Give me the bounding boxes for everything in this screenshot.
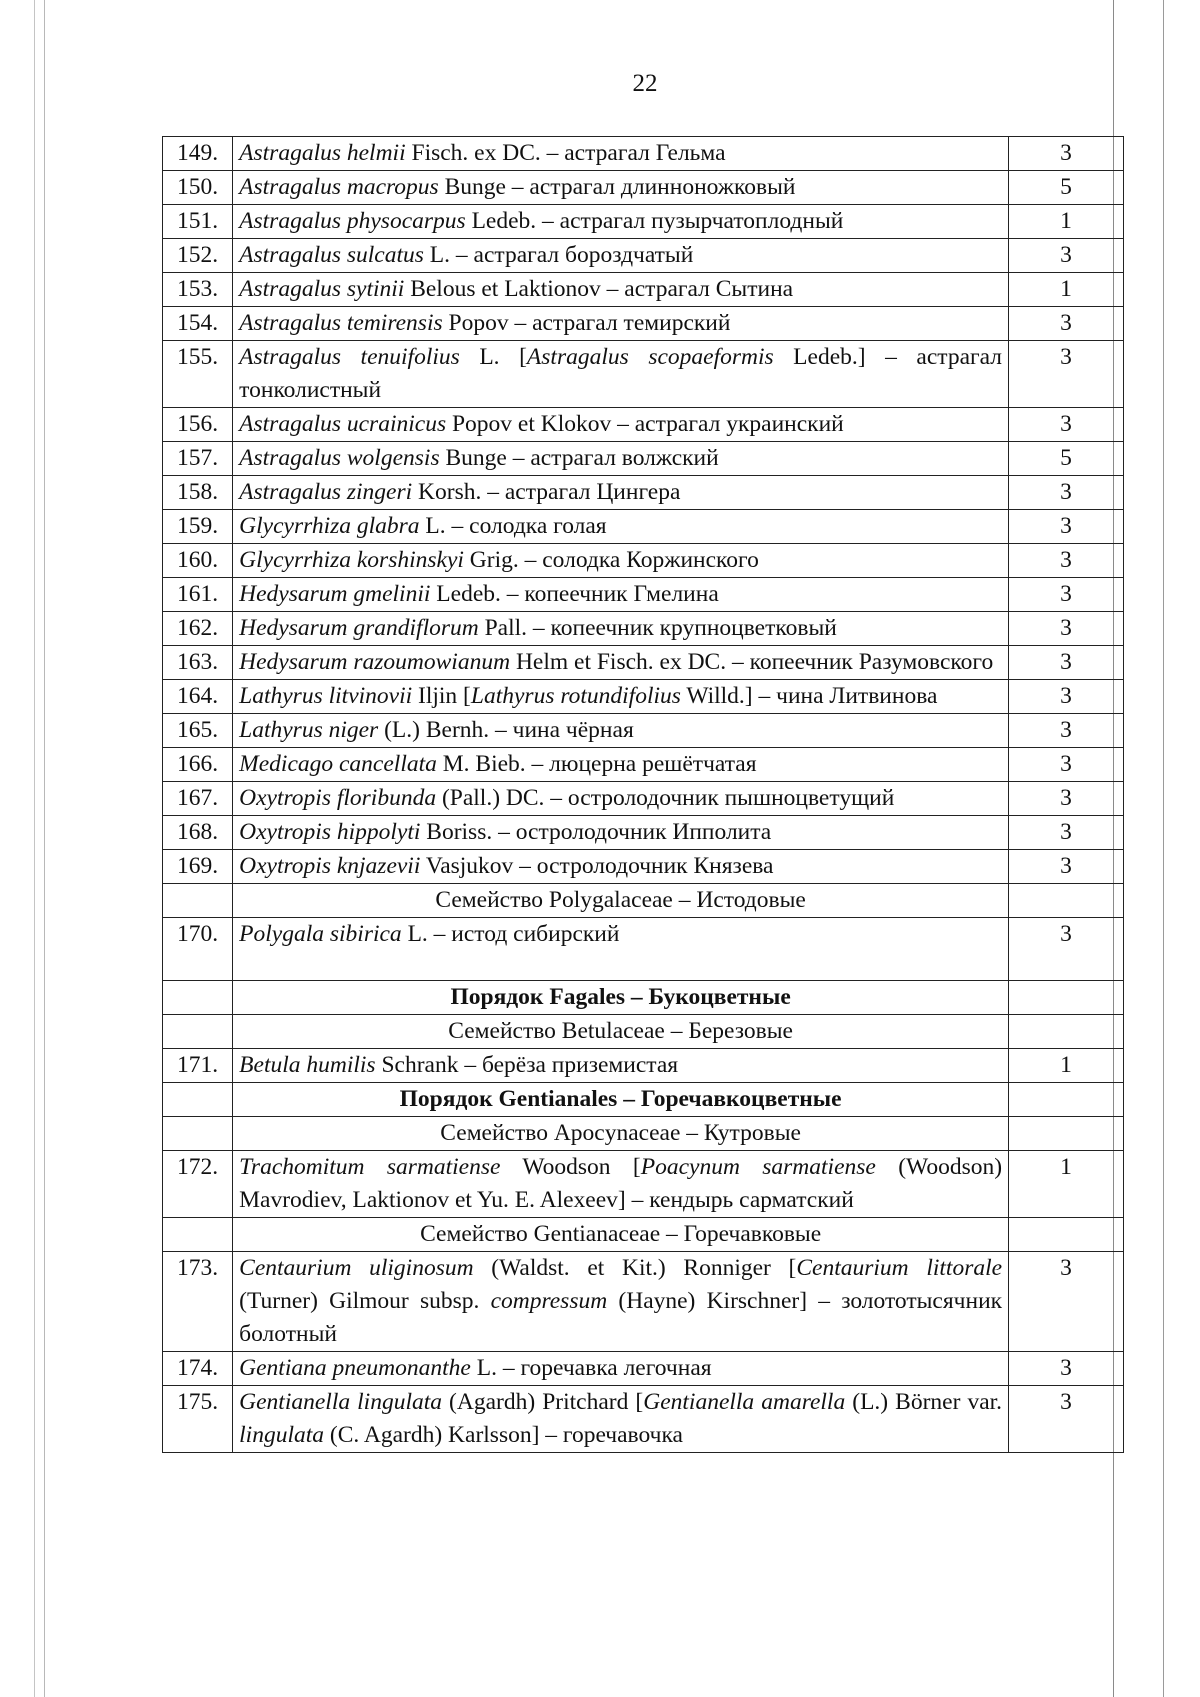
- species-row: [163, 307, 1124, 341]
- latin-name: lingulata: [239, 1422, 325, 1448]
- latin-name: Polygala sibirica: [239, 921, 402, 947]
- family-heading: Семейство Apocynaceae – Кутровые: [233, 1117, 1009, 1151]
- latin-name: Lathyrus niger: [239, 717, 379, 743]
- empty-number-cell: [163, 1015, 233, 1049]
- latin-name: Astragalus physocarpus: [239, 208, 466, 234]
- species-row: [163, 408, 1124, 442]
- species-number: 152.: [163, 239, 233, 273]
- latin-name: Astragalus sulcatus: [239, 242, 424, 268]
- species-number: 163.: [163, 646, 233, 680]
- rarity-category: 3: [1009, 476, 1124, 510]
- species-name: [233, 748, 1009, 782]
- empty-category-cell: [1009, 884, 1124, 918]
- name-text: L. – горечавка легочная: [470, 1355, 712, 1381]
- latin-name: compressum: [490, 1288, 608, 1314]
- latin-name: Astragalus scopaeformis: [526, 344, 774, 370]
- latin-name: Astragalus temirensis: [239, 310, 443, 336]
- name-text: Bunge – астрагал длинноножковый: [438, 174, 796, 200]
- species-number: 164.: [163, 680, 233, 714]
- latin-name: Astragalus macropus: [239, 174, 439, 200]
- species-number: 167.: [163, 782, 233, 816]
- species-table-body: [163, 137, 1124, 1453]
- family-row: [163, 884, 1124, 918]
- species-number: 174.: [163, 1352, 233, 1386]
- name-text: Fisch. ex DC. – астрагал Гельма: [405, 140, 726, 166]
- species-name: [233, 918, 1009, 981]
- rarity-category: 3: [1009, 612, 1124, 646]
- name-text: L. – истод сибирский: [401, 921, 620, 947]
- species-name: [233, 171, 1009, 205]
- name-text: Helm et Fisch. ex DC. – копеечник Разумовского: [510, 649, 994, 675]
- species-row: [163, 137, 1124, 171]
- species-number: 165.: [163, 714, 233, 748]
- empty-category-cell: [1009, 1083, 1124, 1117]
- species-row: [163, 1352, 1124, 1386]
- name-text: (Hayne) Kirschner] – золототысячник болотный: [239, 1288, 1003, 1347]
- rarity-category: 3: [1009, 341, 1124, 408]
- family-row: [163, 1015, 1124, 1049]
- species-row: [163, 714, 1124, 748]
- species-number: 150.: [163, 171, 233, 205]
- species-name: [233, 782, 1009, 816]
- species-name: [233, 1352, 1009, 1386]
- empty-number-cell: [163, 1083, 233, 1117]
- species-row: [163, 1386, 1124, 1453]
- species-row: [163, 544, 1124, 578]
- latin-name: Gentiana pneumonanthe: [239, 1355, 471, 1381]
- latin-name: Centaurium littorale: [796, 1255, 1003, 1281]
- name-text: Pall. – копеечник крупноцветковый: [478, 615, 837, 641]
- family-heading: Семейство Gentianaceae – Горечавковые: [233, 1218, 1009, 1252]
- species-name: [233, 850, 1009, 884]
- species-name: [233, 578, 1009, 612]
- species-row: [163, 476, 1124, 510]
- rarity-category: 3: [1009, 1352, 1124, 1386]
- empty-category-cell: [1009, 1015, 1124, 1049]
- species-row: [163, 510, 1124, 544]
- species-number: 157.: [163, 442, 233, 476]
- latin-name: Poacynum sarmatiense: [640, 1154, 876, 1180]
- species-row: [163, 205, 1124, 239]
- species-number: 161.: [163, 578, 233, 612]
- name-text: Boriss. – остролодочник Ипполита: [420, 819, 772, 845]
- name-text: Ledeb.] – астрагал тонколистный: [239, 344, 1003, 403]
- species-row: [163, 782, 1124, 816]
- name-text: (Turner) Gilmour subsp.: [239, 1288, 491, 1314]
- species-number: 166.: [163, 748, 233, 782]
- rarity-category: 3: [1009, 714, 1124, 748]
- name-text: (Pall.) DC. – остролодочник пышноцветущий: [436, 785, 895, 811]
- rarity-category: 3: [1009, 646, 1124, 680]
- species-row: [163, 918, 1124, 981]
- latin-name: Astragalus wolgensis: [239, 445, 440, 471]
- species-row: [163, 341, 1124, 408]
- latin-name: Medicago cancellata: [239, 751, 437, 777]
- species-number: 162.: [163, 612, 233, 646]
- species-row: [163, 748, 1124, 782]
- name-text: (L.) Bernh. – чина чёрная: [378, 717, 634, 743]
- latin-name: Hedysarum grandiflorum: [239, 615, 479, 641]
- species-name: [233, 646, 1009, 680]
- rarity-category: 3: [1009, 137, 1124, 171]
- name-text: (Waldst. et Kit.) Ronniger [: [473, 1255, 797, 1281]
- rarity-category: 3: [1009, 544, 1124, 578]
- latin-name: Astragalus helmii: [239, 140, 406, 166]
- rarity-category: 3: [1009, 578, 1124, 612]
- family-row: [163, 1218, 1124, 1252]
- name-text: (Agardh) Pritchard [: [442, 1389, 644, 1415]
- rarity-category: 3: [1009, 850, 1124, 884]
- species-name: [233, 544, 1009, 578]
- latin-name: Centaurium uliginosum: [239, 1255, 474, 1281]
- latin-name: Gentianella amarella: [643, 1389, 846, 1415]
- rarity-category: 1: [1009, 1151, 1124, 1218]
- rarity-category: 1: [1009, 273, 1124, 307]
- latin-name: Astragalus sytinii: [239, 276, 405, 302]
- species-row: [163, 171, 1124, 205]
- species-name: [233, 680, 1009, 714]
- species-row: [163, 273, 1124, 307]
- species-name: [233, 714, 1009, 748]
- rarity-category: 1: [1009, 1049, 1124, 1083]
- name-text: Ledeb. – копеечник Гмелина: [430, 581, 719, 607]
- latin-name: Astragalus zingeri: [239, 479, 413, 505]
- species-name: [233, 1386, 1009, 1453]
- species-row: [163, 1151, 1124, 1218]
- species-name: [233, 1252, 1009, 1352]
- species-name: [233, 307, 1009, 341]
- name-text: Belous et Laktionov – астрагал Сытина: [404, 276, 794, 302]
- species-number: 170.: [163, 918, 233, 981]
- name-text: Popov et Klokov – астрагал украинский: [446, 411, 844, 437]
- latin-name: Trachomitum sarmatiense: [239, 1154, 501, 1180]
- name-text: Ledeb. – астрагал пузырчатоплодный: [465, 208, 844, 234]
- latin-name: Gentianella lingulata: [239, 1389, 443, 1415]
- name-text: Grig. – солодка Коржинского: [463, 547, 759, 573]
- species-number: 158.: [163, 476, 233, 510]
- species-row: [163, 442, 1124, 476]
- rarity-category: 3: [1009, 816, 1124, 850]
- rarity-category: 3: [1009, 1252, 1124, 1352]
- species-number: 160.: [163, 544, 233, 578]
- scan-edge-line: [1163, 0, 1164, 1697]
- family-heading: Семейство Betulaceae – Березовые: [233, 1015, 1009, 1049]
- species-name: [233, 137, 1009, 171]
- name-text: Schrank – берёза приземистая: [375, 1052, 679, 1078]
- rarity-category: 3: [1009, 510, 1124, 544]
- name-text: Korsh. – астрагал Цингера: [412, 479, 681, 505]
- latin-name: Astragalus tenuifolius: [239, 344, 460, 370]
- name-text: Popov – астрагал темирский: [442, 310, 731, 336]
- order-row: [163, 1083, 1124, 1117]
- family-heading: Семейство Polygalaceae – Истодовые: [233, 884, 1009, 918]
- species-number: 149.: [163, 137, 233, 171]
- latin-name: Glycyrrhiza korshinskyi: [239, 547, 464, 573]
- species-name: [233, 1049, 1009, 1083]
- rarity-category: 3: [1009, 307, 1124, 341]
- species-number: 151.: [163, 205, 233, 239]
- species-number: 171.: [163, 1049, 233, 1083]
- species-row: [163, 680, 1124, 714]
- empty-number-cell: [163, 884, 233, 918]
- rarity-category: 3: [1009, 782, 1124, 816]
- rarity-category: 3: [1009, 239, 1124, 273]
- species-row: [163, 578, 1124, 612]
- name-text: Bunge – астрагал волжский: [439, 445, 719, 471]
- name-text: Vasjukov – остролодочник Князева: [420, 853, 774, 879]
- species-number: 154.: [163, 307, 233, 341]
- species-table: [162, 136, 1124, 1453]
- latin-name: Lathyrus rotundifolius: [470, 683, 681, 709]
- latin-name: Oxytropis knjazevii: [239, 853, 421, 879]
- empty-number-cell: [163, 981, 233, 1015]
- name-text: Woodson [: [500, 1154, 641, 1180]
- rarity-category: 1: [1009, 205, 1124, 239]
- species-name: [233, 341, 1009, 408]
- species-name: [233, 273, 1009, 307]
- empty-number-cell: [163, 1218, 233, 1252]
- latin-name: Glycyrrhiza glabra: [239, 513, 420, 539]
- species-name: [233, 205, 1009, 239]
- latin-name: Betula humilis: [239, 1052, 376, 1078]
- latin-name: Hedysarum gmelinii: [239, 581, 431, 607]
- rarity-category: 3: [1009, 1386, 1124, 1453]
- latin-name: Oxytropis floribunda: [239, 785, 437, 811]
- rarity-category: 5: [1009, 442, 1124, 476]
- scan-edge-line: [44, 0, 45, 1697]
- species-number: 173.: [163, 1252, 233, 1352]
- species-name: [233, 816, 1009, 850]
- family-row: [163, 1117, 1124, 1151]
- species-number: 172.: [163, 1151, 233, 1218]
- latin-name: Oxytropis hippolyti: [239, 819, 421, 845]
- species-number: 159.: [163, 510, 233, 544]
- species-row: [163, 816, 1124, 850]
- empty-category-cell: [1009, 981, 1124, 1015]
- species-number: 156.: [163, 408, 233, 442]
- order-row: [163, 981, 1124, 1015]
- name-text: M. Bieb. – люцерна решётчатая: [436, 751, 757, 777]
- rarity-category: 3: [1009, 918, 1124, 981]
- rarity-category: 3: [1009, 748, 1124, 782]
- species-number: 168.: [163, 816, 233, 850]
- empty-category-cell: [1009, 1117, 1124, 1151]
- order-heading: Порядок Fagales – Букоцветные: [233, 981, 1009, 1015]
- species-number: 169.: [163, 850, 233, 884]
- order-heading: Порядок Gentianales – Горечавкоцветные: [233, 1083, 1009, 1117]
- page-number: 22: [632, 70, 658, 97]
- species-row: [163, 1252, 1124, 1352]
- empty-number-cell: [163, 1117, 233, 1151]
- species-number: 153.: [163, 273, 233, 307]
- name-text: Willd.] – чина Литвинова: [680, 683, 938, 709]
- name-text: (Woodson) Mavrodiev, Laktionov et Yu. E. Alexeev] – кендырь сарматский: [239, 1154, 1003, 1213]
- species-row: [163, 239, 1124, 273]
- latin-name: Lathyrus litvinovii: [239, 683, 413, 709]
- name-text: L. [: [459, 344, 527, 370]
- name-text: Iljin [: [412, 683, 471, 709]
- species-name: [233, 612, 1009, 646]
- species-name: [233, 476, 1009, 510]
- species-name: [233, 1151, 1009, 1218]
- latin-name: Astragalus ucrainicus: [239, 411, 447, 437]
- rarity-category: 3: [1009, 408, 1124, 442]
- species-name: [233, 239, 1009, 273]
- species-row: [163, 612, 1124, 646]
- species-row: [163, 1049, 1124, 1083]
- latin-name: Hedysarum razoumowianum: [239, 649, 511, 675]
- scan-edge-line: [34, 0, 35, 1697]
- name-text: L. – солодка голая: [419, 513, 607, 539]
- name-text: L. – астрагал бороздчатый: [423, 242, 694, 268]
- species-name: [233, 408, 1009, 442]
- species-row: [163, 850, 1124, 884]
- species-name: [233, 510, 1009, 544]
- species-number: 175.: [163, 1386, 233, 1453]
- species-row: [163, 646, 1124, 680]
- empty-category-cell: [1009, 1218, 1124, 1252]
- name-text: (C. Agardh) Karlsson] – горечавочка: [324, 1422, 683, 1448]
- species-number: 155.: [163, 341, 233, 408]
- name-text: (L.) Börner var.: [845, 1389, 1003, 1415]
- rarity-category: 3: [1009, 680, 1124, 714]
- rarity-category: 5: [1009, 171, 1124, 205]
- species-name: [233, 442, 1009, 476]
